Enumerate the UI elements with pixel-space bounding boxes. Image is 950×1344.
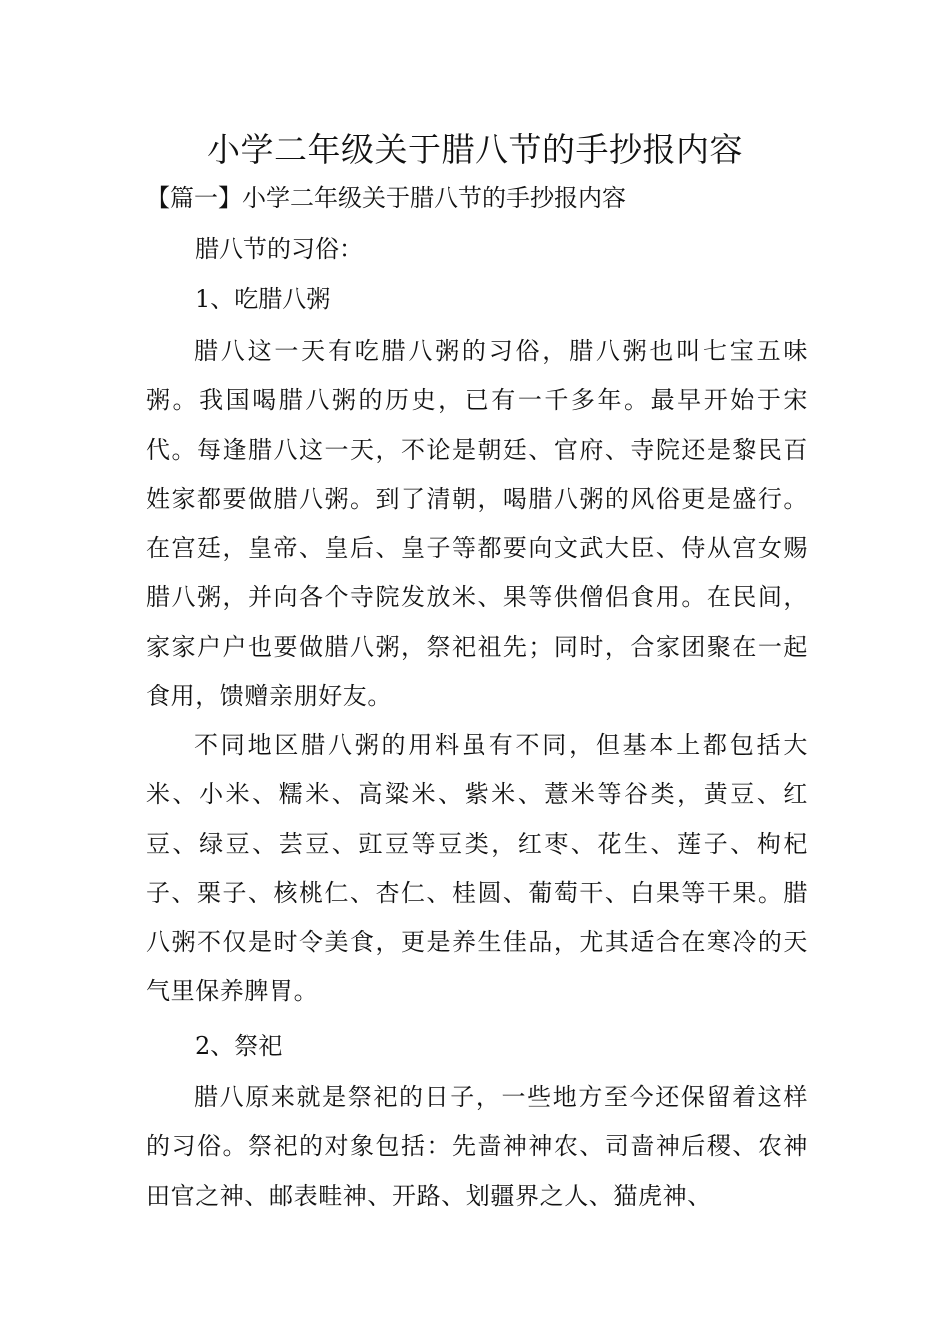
paragraph-1: 腊八这一天有吃腊八粥的习俗，腊八粥也叫七宝五味粥。我国喝腊八粥的历史，已有一千多年。最早开始于宋代。每逢腊八这一天，不论是朝廷、官府、寺院还是黎民百姓家都要做腊八粥。到了清朝，喝腊八粥的风俗更是盛行。在宫廷，皇帝、皇后、皇子等都要向文武大臣、侍从宫女赐腊八粥，并向各个寺院发放米、果等供僧侣食用。在民间，家家户户也要做腊八粥，祭祀祖先；同时，合家团聚在一起食用，馈赠亲朋好友。: [146, 337, 808, 711]
document-title: 小学二年级关于腊八节的手抄报内容: [207, 130, 743, 169]
paragraph-3: 腊八原来就是祭祀的日子，一些地方至今还保留着这样的习俗。祭祀的对象包括：先啬神神农、司啬神后稷、农神田官之神、邮表畦神、开路、划疆界之人、猫虎神、: [146, 1083, 808, 1210]
document-subtitle: 【篇一】小学二年级关于腊八节的手抄报内容: [146, 184, 626, 212]
paragraph-2: 不同地区腊八粥的用料虽有不同，但基本上都包括大米、小米、糯米、高粱米、紫米、薏米等谷类，黄豆、红豆、绿豆、芸豆、豇豆等豆类，红枣、花生、莲子、枸杞子、栗子、核桃仁、杏仁、桂圆、葡萄干、白果等干果。腊八粥不仅是时令美食，更是养生佳品，尤其适合在寒冷的天气里保养脾胃。: [146, 731, 808, 1006]
item1-heading: 1、吃腊八粥: [195, 285, 331, 313]
section-label: 腊八节的习俗：: [195, 235, 363, 263]
item2-heading: 2、祭祀: [195, 1032, 283, 1060]
